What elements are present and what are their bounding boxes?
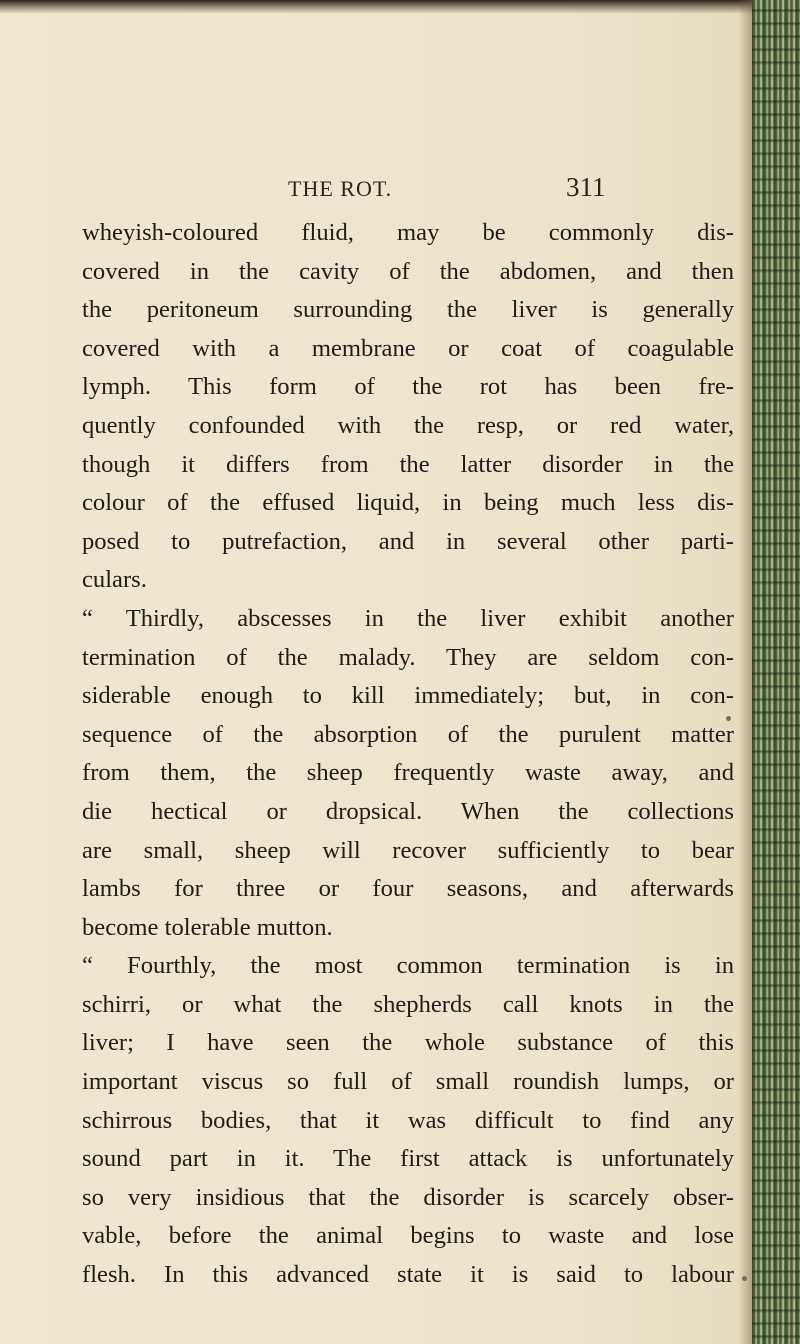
text-line: die hectical or dropsical. When the collections: [82, 797, 734, 825]
text-line: quently confounded with the resp, or red water,: [82, 411, 734, 439]
text-line: lymph. This form of the rot has been fre-: [82, 373, 734, 401]
text-line: from them, the sheep frequently waste away, and: [82, 759, 734, 787]
book-binding-edge: [752, 0, 800, 1344]
text-line: schirri, or what the shepherds call knots in the: [82, 990, 734, 1018]
text-line: the peritoneum surrounding the liver is generally: [82, 296, 734, 324]
running-head: THE ROT.: [288, 176, 393, 201]
paper-speck: [726, 716, 731, 721]
text-line: become tolerable mutton.: [82, 913, 333, 941]
text-line: “ Thirdly, abscesses in the liver exhibit another: [82, 604, 734, 632]
text-line: culars.: [82, 566, 147, 594]
text-line: siderable enough to kill immediately; but, in con-: [82, 682, 734, 710]
text-line: covered with a membrane or coat of coagulable: [82, 334, 734, 362]
text-line: covered in the cavity of the abdomen, and then: [82, 257, 734, 285]
paper-speck: [742, 1276, 747, 1281]
text-line: though it differs from the latter disorder in the: [82, 450, 734, 478]
text-line: posed to putrefaction, and in several other parti-: [82, 527, 734, 555]
text-line: sequence of the absorption of the purulent matter: [82, 720, 734, 748]
text-line: sound part in it. The first attack is unfortunately: [82, 1145, 734, 1173]
text-line: colour of the effused liquid, in being much less dis-: [82, 489, 734, 517]
page-top-shadow: [0, 0, 800, 14]
text-line: important viscus so full of small roundish lumps, or: [82, 1068, 734, 1096]
page-number: 311: [566, 172, 606, 202]
text-line: schirrous bodies, that it was difficult to find any: [82, 1106, 734, 1134]
text-line: liver; I have seen the whole substance of this: [82, 1029, 734, 1057]
text-line: so very insidious that the disorder is scarcely obser-: [82, 1183, 734, 1211]
text-line: are small, sheep will recover sufficiently to bear: [82, 836, 734, 864]
text-line: “ Fourthly, the most common termination is in: [82, 952, 734, 980]
text-line: termination of the malady. They are seldom con-: [82, 643, 734, 671]
body-text: [82, 214, 734, 1295]
text-line: flesh. In this advanced state it is said to labour: [82, 1261, 734, 1289]
text-line: lambs for three or four seasons, and afterwards: [82, 875, 734, 903]
text-line: vable, before the animal begins to waste and lose: [82, 1222, 734, 1250]
page-header: [82, 166, 742, 206]
text-line: wheyish-coloured fluid, may be commonly dis-: [82, 219, 734, 246]
